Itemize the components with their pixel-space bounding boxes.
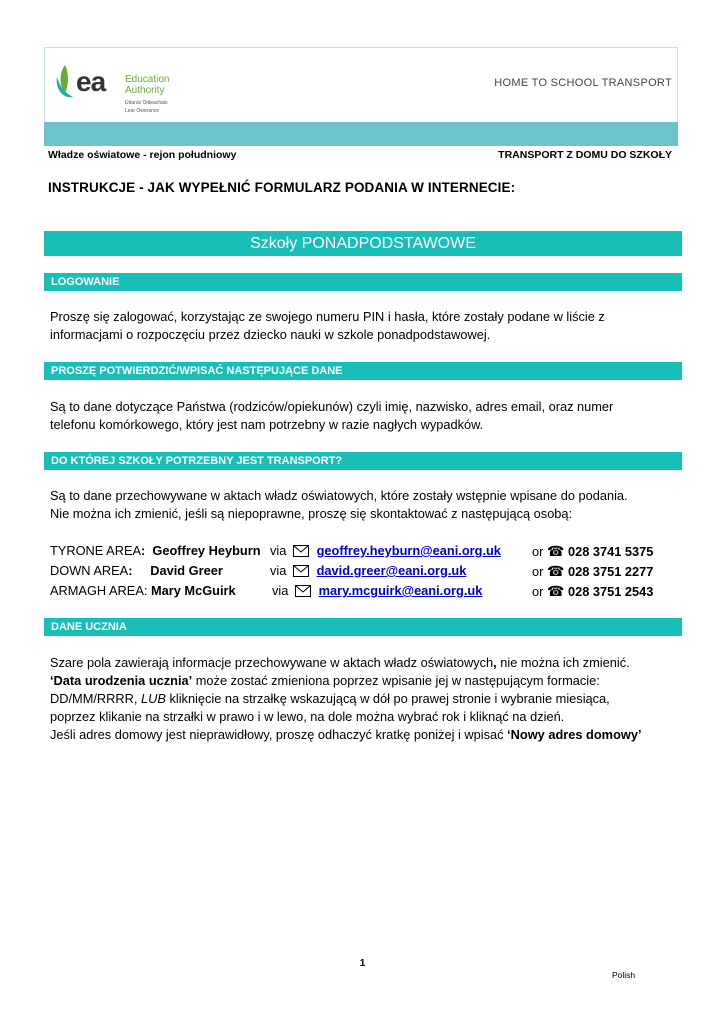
contact-email-link[interactable]: david.greer@eani.org.uk <box>316 563 467 578</box>
pupil-text-line-5 <box>50 726 680 744</box>
contact-row-tyrone-email <box>270 542 501 562</box>
contact-via: via <box>270 563 287 578</box>
authority-region-label: Władze oświatowe - rejon południowy <box>48 149 237 161</box>
contact-name: David Greer <box>150 563 223 578</box>
contact-email-link[interactable]: geoffrey.heyburn@eani.org.uk <box>316 543 501 558</box>
section-school-heading: DO KTÓREJ SZKOŁY POTRZEBNY JEST TRANSPORT? <box>44 452 682 470</box>
contact-email-link[interactable]: mary.mcguirk@eani.org.uk <box>318 583 483 598</box>
phone-icon: ☎ <box>546 543 565 559</box>
new-address-label: ‘Nowy adres domowy’ <box>507 727 642 742</box>
header-teal-strip <box>44 122 678 146</box>
contact-via: via <box>270 543 287 558</box>
envelope-icon <box>293 544 309 562</box>
pupil-line-2b: może zostać zmieniona poprzez wpisanie jej w następującym formacie: <box>192 673 600 688</box>
pupil-line-3a: DD/MM/RRRR, <box>50 691 141 706</box>
contact-area: ARMAGH AREA <box>50 583 144 598</box>
contact-phone: 028 3751 2277 <box>567 564 654 579</box>
contact-or: or <box>532 584 544 599</box>
transport-label: TRANSPORT Z DOMU DO SZKOŁY <box>498 149 672 161</box>
confirm-text-line-2: telefonu komórkowego, który jest nam potrzebny w razie nagłych wypadków. <box>50 417 484 432</box>
contact-row-down-phone <box>532 562 653 581</box>
contact-or: or <box>532 544 544 559</box>
education-authority-logo <box>55 63 75 108</box>
contact-area: TYRONE AREA <box>50 543 142 558</box>
contact-colon: : <box>143 583 148 598</box>
pupil-text-line-3 <box>50 690 680 708</box>
contact-name: Mary McGuirk <box>151 583 236 598</box>
contact-via: via <box>272 583 289 598</box>
contact-row-tyrone-phone <box>532 542 653 561</box>
contact-row-down-email <box>270 562 466 582</box>
contact-or: or <box>532 564 544 579</box>
contact-phone: 028 3751 2543 <box>567 584 654 599</box>
contact-row-tyrone <box>50 542 261 560</box>
section-confirm-heading: PROSZĘ POTWIERDZIĆ/WPISAĆ NASTĘPUJĄCE DANE <box>44 362 682 380</box>
contact-area: DOWN AREA <box>50 563 129 578</box>
contact-row-armagh-phone <box>532 582 653 601</box>
pupil-line-3-or: LUB <box>141 691 166 706</box>
phone-icon: ☎ <box>546 563 565 579</box>
logo-sub-1: Údarás Oideachais <box>125 100 168 106</box>
envelope-icon <box>293 564 309 582</box>
service-title: HOME TO SCHOOL TRANSPORT <box>494 77 672 89</box>
pupil-line-1-comma: , <box>493 655 497 670</box>
title-bar: Szkoły PONADPODSTAWOWE <box>44 231 682 256</box>
pupil-line-1a: Szare pola zawierają informacje przechowywane w aktach władz oświatowych <box>50 655 494 670</box>
pupil-line-3c: kliknięcie na strzałkę wskazującą w dół po prawej stronie i wybranie miesiąca, <box>165 691 610 706</box>
logo-line-1: Education <box>125 74 170 85</box>
contact-row-armagh-email <box>272 582 482 602</box>
logo-sub-2: Lear Owerance <box>125 108 160 114</box>
ea-leaf-icon <box>55 63 75 103</box>
logo-line-2: Authority <box>125 85 165 96</box>
contact-row-armagh <box>50 582 236 600</box>
school-text-line-1: Są to dane przechowywane w aktach władz oświatowych, które zostały wstępnie wpisane do podania. <box>50 488 628 503</box>
pupil-line-1c: nie można ich zmienić. <box>496 655 630 670</box>
school-text-line-2: Nie można ich zmienić, jeśli są niepoprawne, proszę się skontaktować z następującą osobą: <box>50 506 573 521</box>
contact-colon: : <box>141 543 146 558</box>
logo-mark: ea <box>76 66 106 97</box>
login-text-line-1: Proszę się zalogować, korzystając ze swojego numeru PIN i hasła, które zostały podane w liście z <box>50 309 605 324</box>
contact-colon: : <box>128 563 133 578</box>
section-login-heading: LOGOWANIE <box>44 273 682 291</box>
page-number: 1 <box>359 958 366 969</box>
confirm-text-line-1: Są to dane dotyczące Państwa (rodziców/opiekunów) czyli imię, nazwisko, adres email, oraz numer <box>50 399 614 414</box>
pupil-text-line-2 <box>50 672 680 690</box>
dob-label: ‘Data urodzenia ucznia’ <box>50 673 193 688</box>
contact-name: Geoffrey Heyburn <box>152 543 261 558</box>
language-label: Polish <box>612 970 636 980</box>
phone-icon: ☎ <box>546 583 565 599</box>
pupil-text-line-4: poprzez klikanie na strzałki w prawo i w lewo, na dole można wybrać rok i kliknąć na dzień. <box>50 709 565 724</box>
instructions-heading: INSTRUKCJE - JAK WYPEŁNIĆ FORMULARZ PODANIA W INTERNECIE: <box>48 180 516 195</box>
pupil-text-line-1 <box>50 654 680 672</box>
pupil-line-5a: Jeśli adres domowy jest nieprawidłowy, proszę odhaczyć kratkę poniżej i wpisać <box>50 727 508 742</box>
section-pupil-heading: DANE UCZNIA <box>44 618 682 636</box>
envelope-icon <box>295 584 311 602</box>
login-text-line-2: informacjami o rozpoczęciu przez dziecko nauki w szkole ponadpodstawowej. <box>50 327 491 342</box>
contact-row-down <box>50 562 223 580</box>
contact-phone: 028 3741 5375 <box>567 544 654 559</box>
